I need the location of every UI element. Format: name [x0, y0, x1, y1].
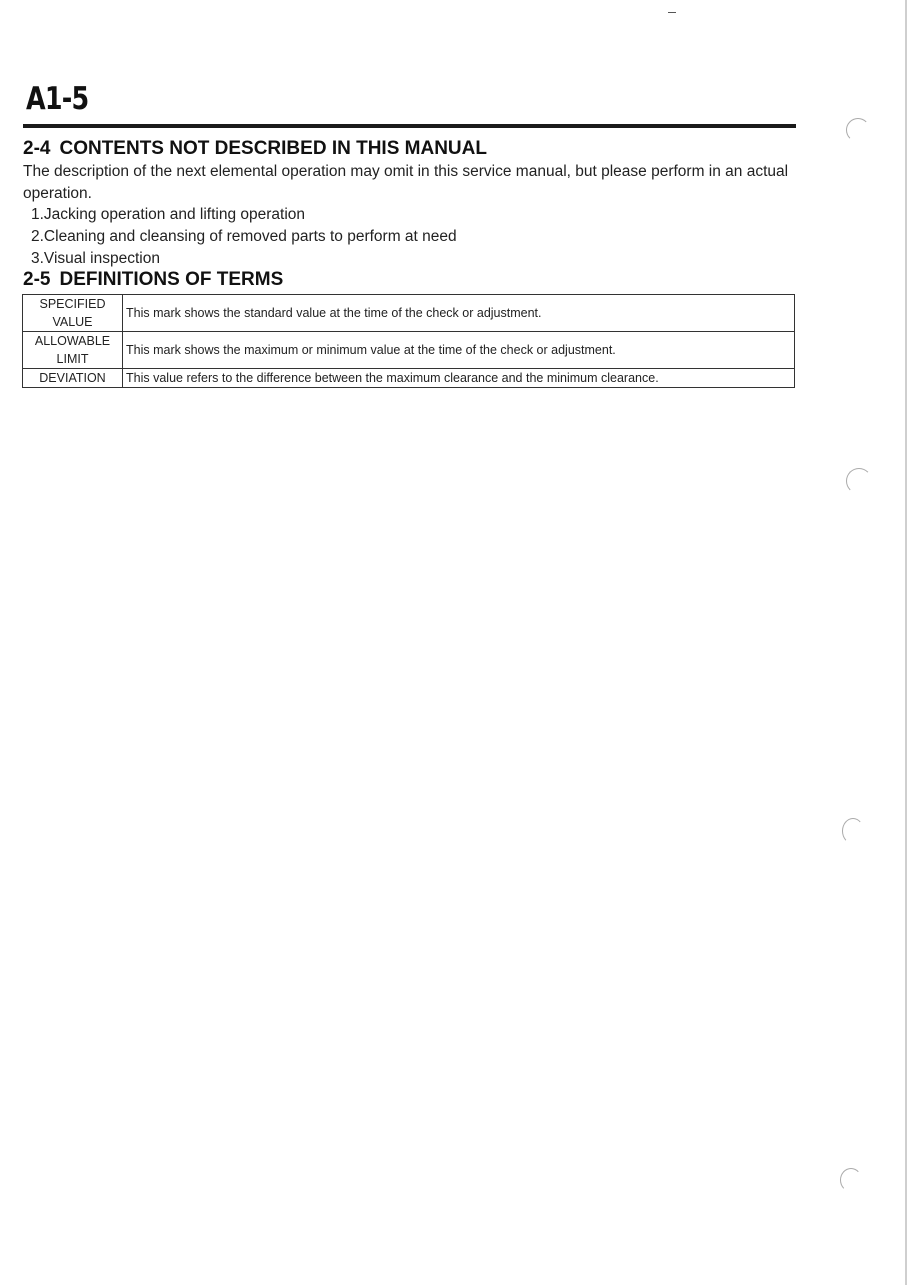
term-line: SPECIFIED	[39, 297, 106, 311]
binder-hole-mark	[846, 468, 872, 494]
term-cell	[23, 332, 123, 369]
term-cell	[23, 369, 123, 388]
binder-hole-mark	[846, 118, 870, 142]
section-heading-2-4	[23, 139, 487, 158]
section-heading-2-5	[23, 270, 283, 289]
list-item: 1.Jacking operation and lifting operation	[31, 206, 306, 223]
table-row	[23, 332, 795, 369]
binder-hole-mark	[842, 818, 864, 844]
section-paragraph: The description of the next elemental operation may omit in this service manual, but please perform in an actual operation.	[23, 163, 789, 202]
binder-hole-mark	[840, 1168, 862, 1192]
scan-mark	[668, 12, 676, 13]
table-row	[23, 295, 795, 332]
definition-cell: This value refers to the difference between the maximum clearance and the minimum clearance.	[123, 369, 795, 388]
term-line: LIMIT	[56, 352, 89, 366]
section-title: CONTENTS NOT DESCRIBED IN THIS MANUAL	[59, 138, 487, 159]
section-title: DEFINITIONS OF TERMS	[59, 269, 284, 290]
operation-list	[31, 204, 457, 270]
terms-table	[22, 294, 795, 388]
list-item: 3.Visual inspection	[31, 250, 160, 267]
section-number: 2-5	[23, 269, 51, 290]
list-item: 2.Cleaning and cleansing of removed parts to perform at need	[31, 228, 457, 245]
term-line: VALUE	[52, 315, 93, 329]
term-line: ALLOWABLE	[34, 334, 111, 348]
definition-cell: This mark shows the maximum or minimum value at the time of the check or adjustment.	[123, 332, 795, 369]
section-number: 2-4	[23, 138, 51, 159]
page-number: A1-5	[26, 81, 89, 117]
term-line: DEVIATION	[39, 371, 106, 385]
definition-cell: This mark shows the standard value at the time of the check or adjustment.	[123, 295, 795, 332]
page-edge	[905, 0, 907, 1285]
table-row	[23, 369, 795, 388]
term-cell	[23, 295, 123, 332]
header-rule	[23, 124, 796, 128]
